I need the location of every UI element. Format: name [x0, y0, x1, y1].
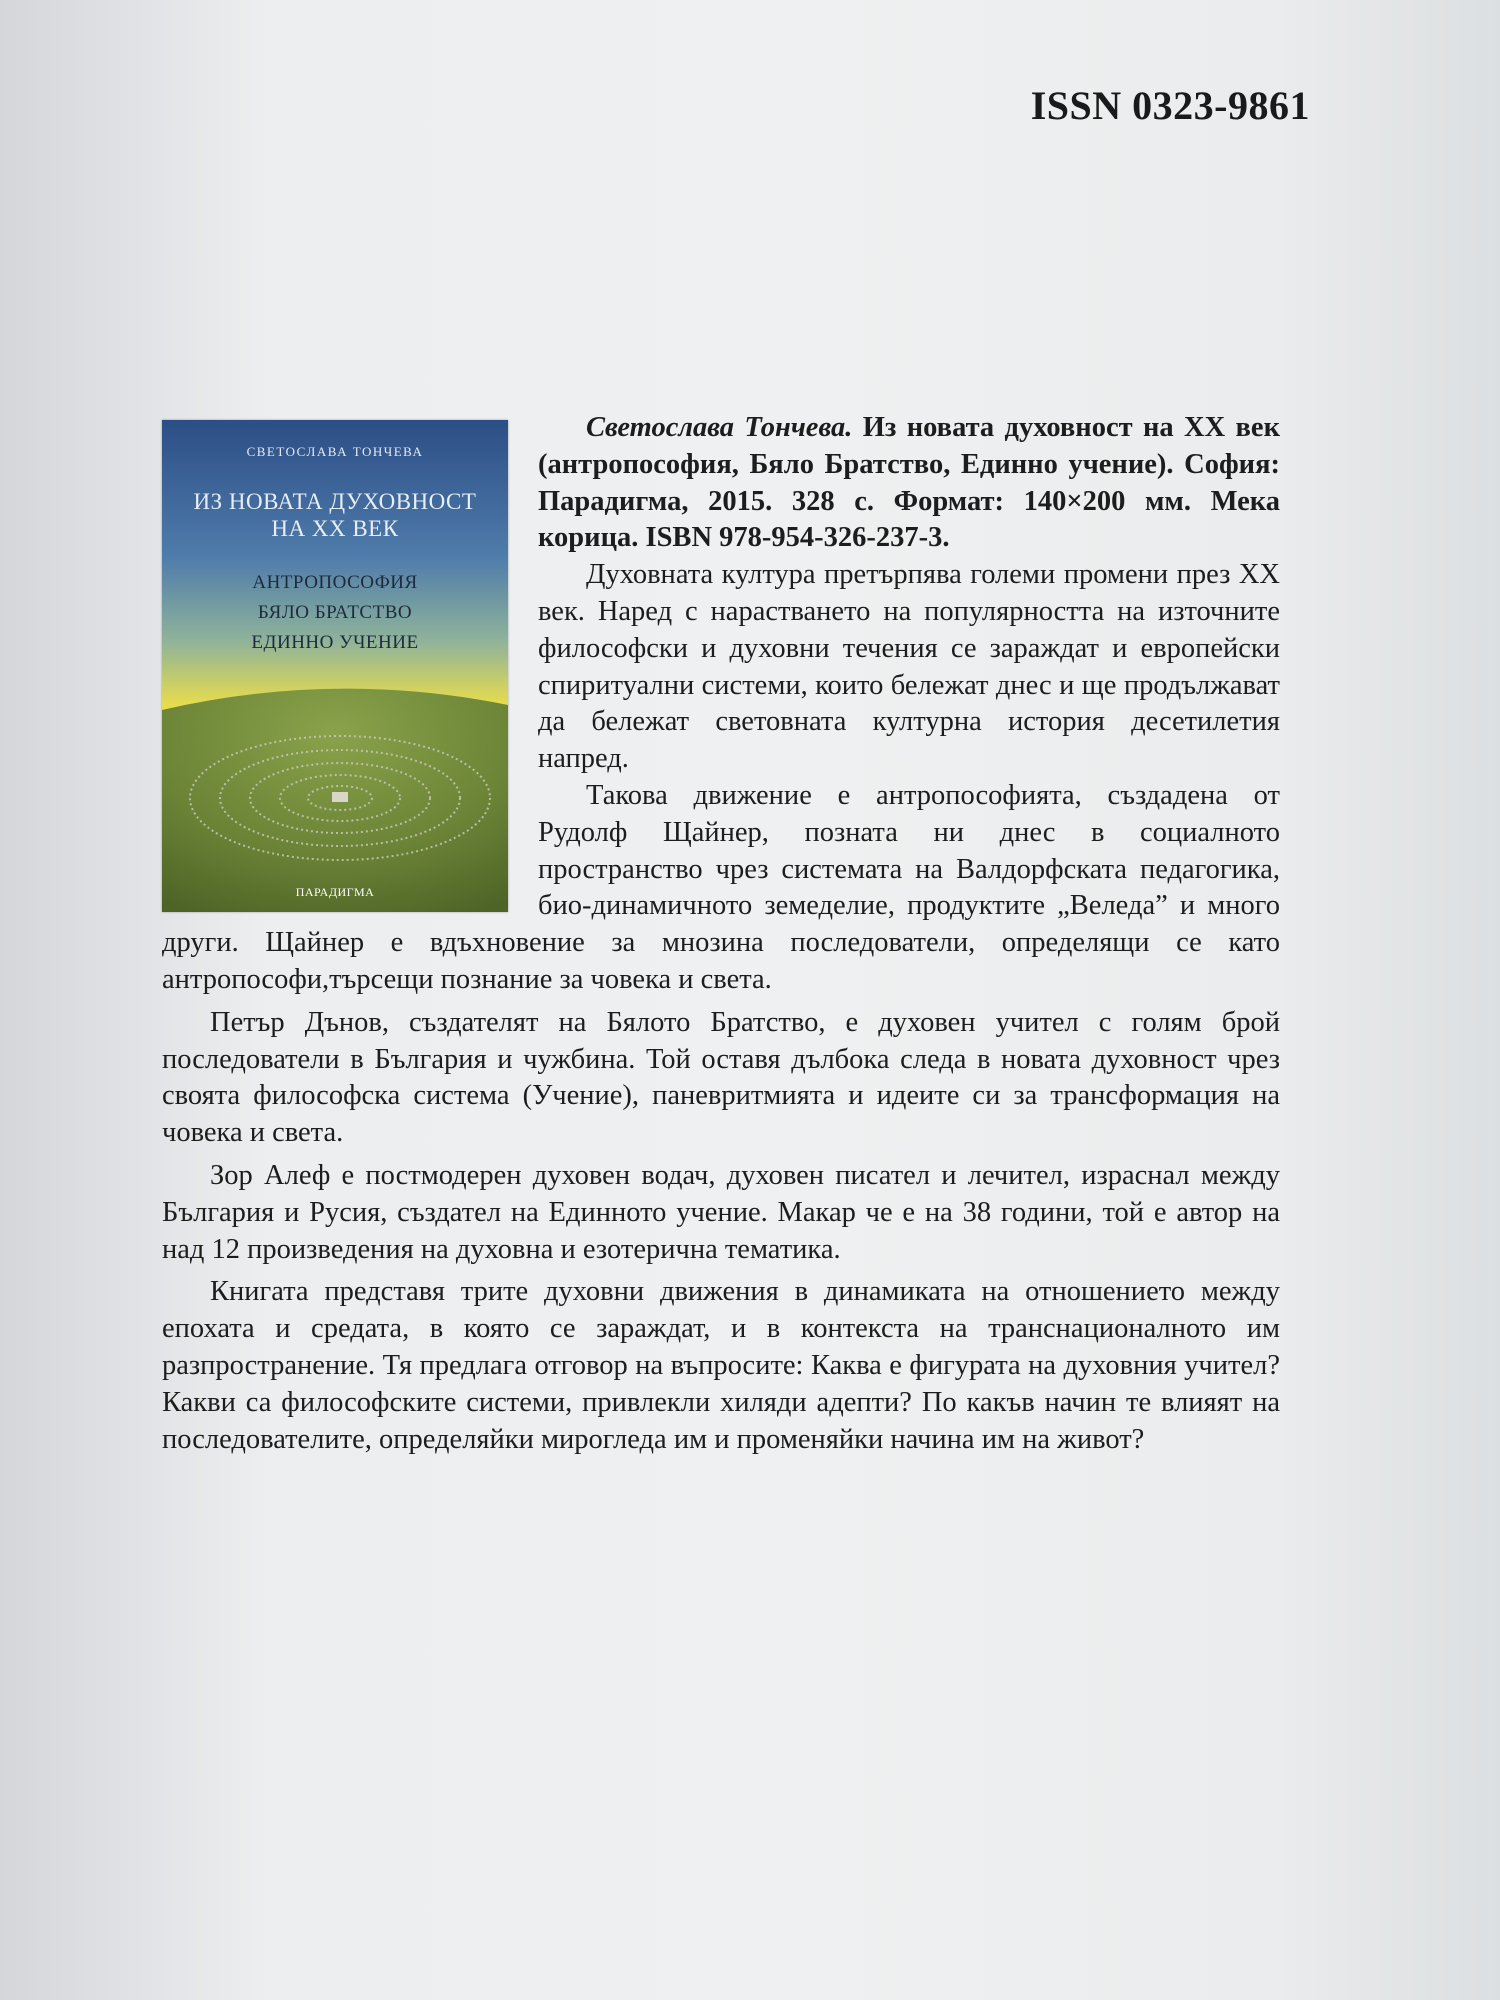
cover-title-line-2: НА XX ВЕК — [271, 516, 399, 541]
cover-subtitle-1: АНТРОПОСОФИЯ — [252, 572, 418, 593]
cover-author-name: СВЕТОСЛАВА ТОНЧЕВА — [246, 444, 424, 459]
review-paragraph-2: Такова движение е антропософията, създадена от Рудолф Щайнер, позната ни днес в социалното пространство чрез системата на Валдорфската педагогика, био-динамичното земеделие, продуктите „Веледа” и много други. Щайнер е вдъхновение за мнозина последователи, определящи се като антропософи,търсещи познание за човека и света. — [162, 779, 1280, 995]
review-book-citation: Из новата духовност на XX век (антропософия, Бяло Братство, Единно учение). София: Парадигма, 2015. 328 с. Формат: 140×200 мм. Мека корица. ISBN 978-954-326-237-3. — [538, 412, 1281, 554]
cover-subtitle-2: БЯЛО БРАТСТВО — [257, 602, 413, 623]
review-paragraph-1: Духовната култура претърпява големи промени през XX век. Наред с нарастването на популярността на източните философски и духовни течения се зараждат и европейски спиритуални системи, които бележат днес и ще продължават да бележат световната културна история десетилетия напред. — [538, 559, 1280, 775]
review-paragraph-3: Петър Дънов, създателят на Бялото Братство, е духовен учител с голям брой последователи в България и чужбина. Той оставя дълбока следа в новата духовност чрез своята философска система (Учение), паневритмията и идеите си за трансформация на човека и света. — [162, 1006, 1280, 1149]
review-text — [162, 410, 1280, 1458]
review-paragraph-4: Зор Алеф е постмодерен духовен водач, духовен писател и лечител, израснал между България и Русия, създател на Единното учение. Макар че е на 38 години, той е автор на над 12 произведения на духовна и езотерична тематика. — [162, 1159, 1280, 1265]
cover-subtitle-3: ЕДИННО УЧЕНИЕ — [251, 632, 419, 653]
cover-publisher-logo: ПАРАДИГМА — [295, 885, 375, 899]
cover-title-line-1: ИЗ НОВАТА ДУХОВНОСТ — [193, 489, 477, 514]
cover-float-space — [162, 410, 538, 910]
issn-number: ISSN 0323-9861 — [1030, 83, 1310, 128]
review-book-author: Светослава Тончева. — [586, 412, 853, 443]
review-paragraph-5: Книгата представя трите духовни движения в динамиката на отношението между епохата и средата, в която се зараждат, и в контекста на транснационалното им разпространение. Тя предлага отговор на въпросите: Каква е фигурата на духовния учител? Какви са философските системи, привлекли хиляди адепти? По какъв начин те влияят на последователите, определяйки мирогледа им и променяйки начина им на живот? — [162, 1276, 1280, 1455]
